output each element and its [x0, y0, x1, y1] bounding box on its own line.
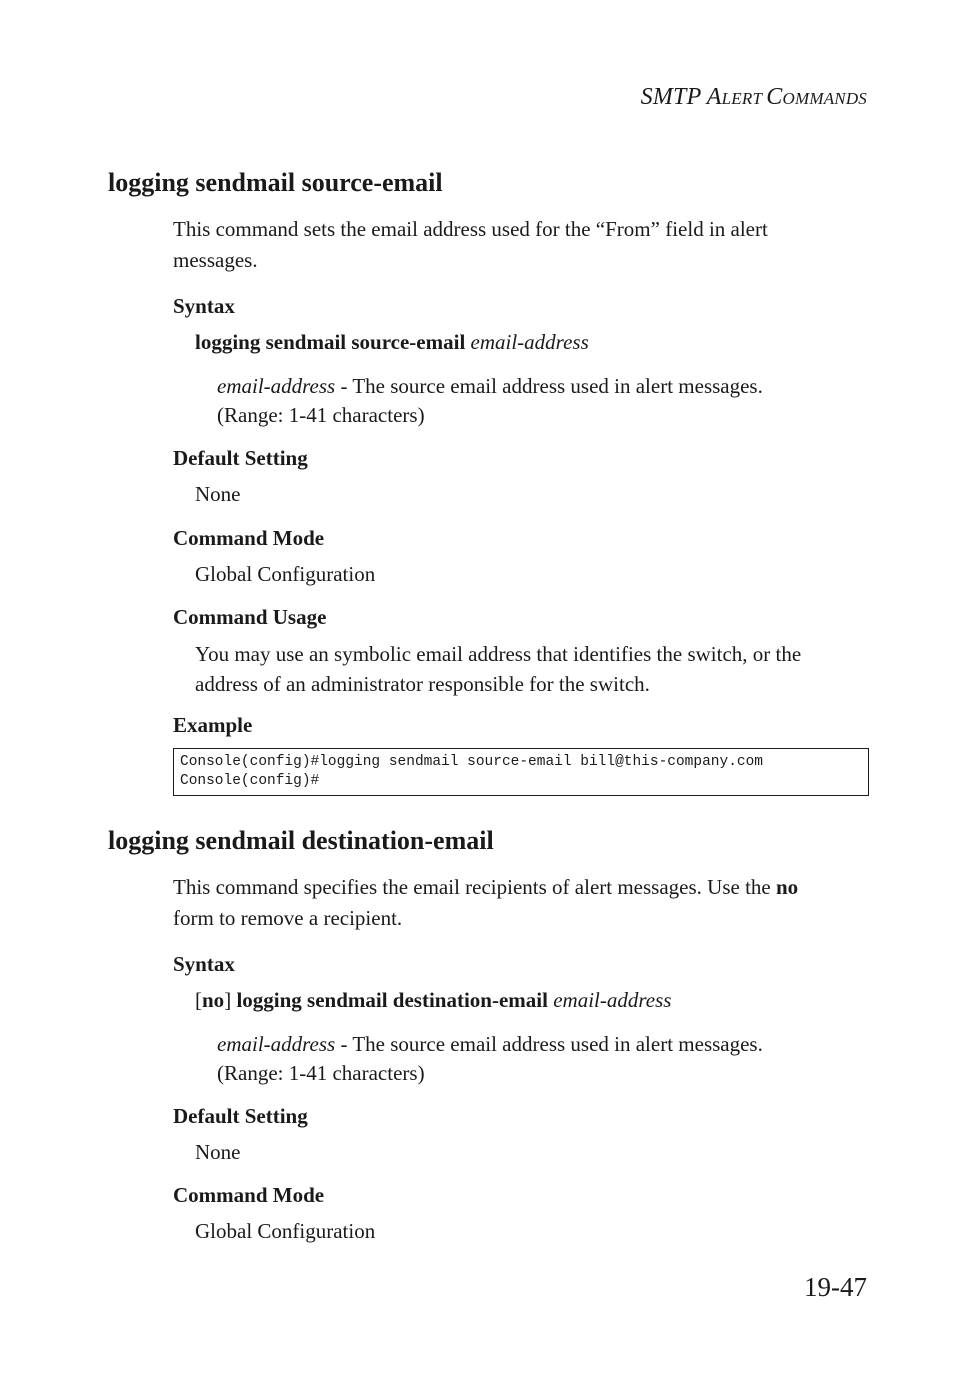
section-title-destination-email: logging sendmail destination-email: [108, 826, 494, 855]
running-header: SMTP ALERT COMMANDS: [640, 84, 867, 110]
default-setting-heading: Default Setting: [173, 446, 308, 470]
code-line: Console(config)#: [180, 773, 320, 789]
section-title-source-email: logging sendmail source-email: [108, 168, 443, 197]
command-usage-heading: Command Usage: [173, 605, 327, 629]
parameter-description: email-address - The source email address used in alert messages. (Range: 1-41 characters): [217, 374, 763, 427]
command-usage-text: You may use an symbolic email address that identifies the switch, or the address of an administrator responsible for the switch.: [195, 642, 802, 696]
section-description: This command specifies the email recipients of alert messages. Use the no form to remove a recipient.: [173, 875, 799, 930]
example-code-block: [173, 748, 869, 796]
default-setting-heading: Default Setting: [173, 1104, 308, 1128]
default-setting-value: None: [195, 482, 241, 506]
default-setting-value: None: [195, 1140, 241, 1164]
code-line: Console(config)#logging sendmail source-email bill@this-company.com: [180, 754, 763, 770]
parameter-description: email-address - The source email address used in alert messages. (Range: 1-41 characters): [217, 1032, 763, 1085]
command-mode-heading: Command Mode: [173, 1183, 325, 1207]
page-number: 19-47: [804, 1272, 867, 1302]
command-mode-heading: Command Mode: [173, 526, 325, 550]
example-heading: Example: [173, 713, 253, 737]
syntax-heading: Syntax: [173, 952, 235, 976]
syntax-heading: Syntax: [173, 294, 235, 318]
command-mode-value: Global Configuration: [195, 562, 376, 586]
syntax-line: logging sendmail source-email email-address: [195, 330, 589, 354]
syntax-line: [no] logging sendmail destination-email email-address: [195, 988, 672, 1012]
section-description: This command sets the email address used for the “From” field in alert messages.: [173, 217, 768, 272]
command-mode-value: Global Configuration: [195, 1219, 376, 1243]
